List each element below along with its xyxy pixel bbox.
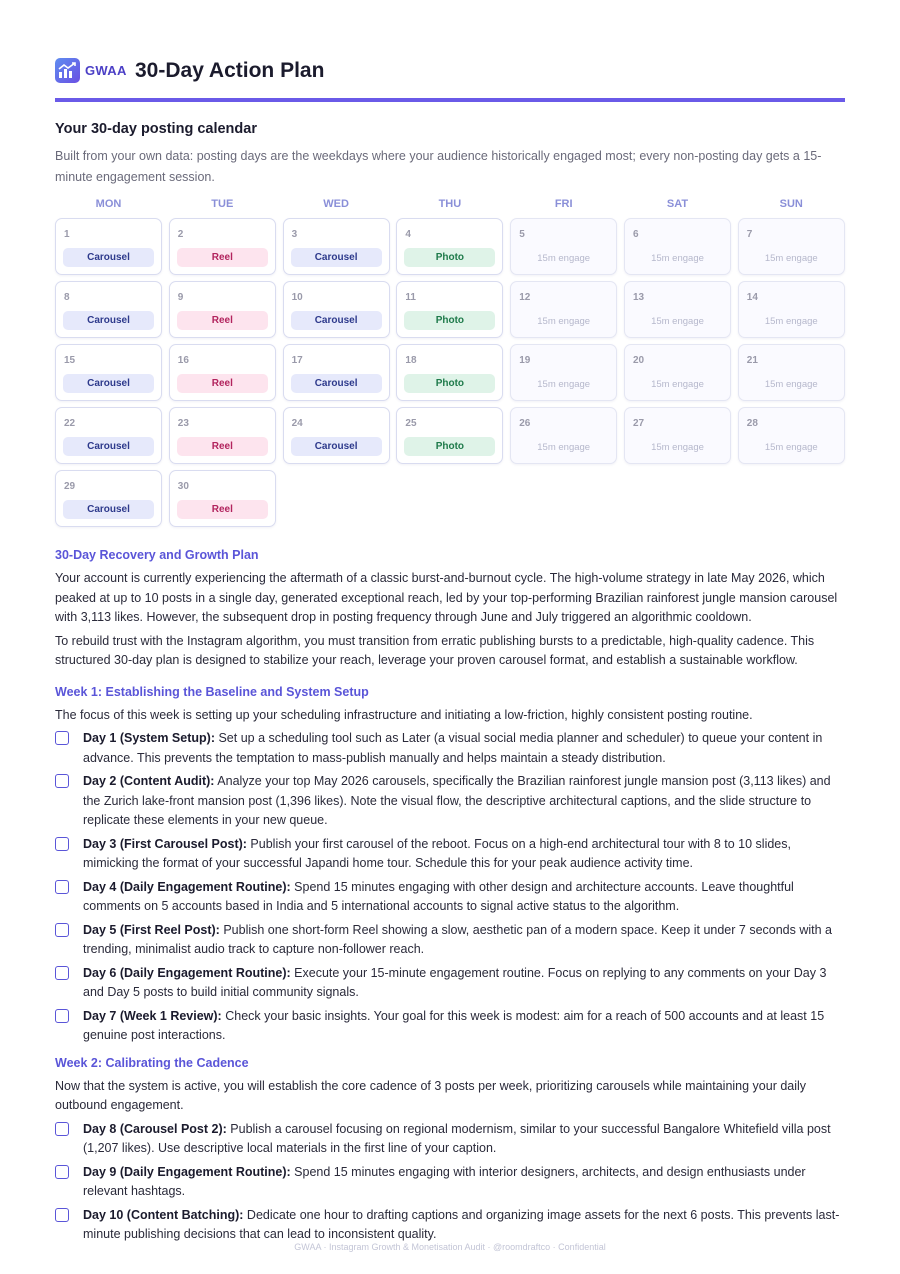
calendar-day-17 — [283, 344, 390, 401]
day-number: 6 — [632, 229, 639, 240]
task-label: Day 3 (First Carousel Post): — [83, 836, 247, 851]
day-number: 16 — [177, 355, 189, 366]
calendar-day-18 — [396, 344, 503, 401]
weekday-label: TUE — [211, 198, 234, 210]
task-checkbox[interactable] — [55, 923, 69, 937]
week-intro: The focus of this week is setting up your scheduling infrastructure and initiating a low-friction, highly consistent posting routine. — [55, 707, 753, 722]
reel-badge: Reel — [177, 500, 268, 519]
task-text: Analyze your top May 2026 carousels, specifically the Brazilian rainforest jungle mansion post (3,113 likes) and the Zurich lake-front mansion post (1,396 likes). Note the visual flow, the descriptive architectural captions, and the slide structure to replicate these elements in your new queue. — [83, 774, 831, 827]
task-item — [55, 835, 845, 874]
task-text: Execute your 15-minute engagement routine. Focus on replying to any comments on your Day 3 and Day 5 posts to build initial community signals. — [83, 965, 827, 999]
task-text: Spend 15 minutes engaging with interior designers, architects, and design enthusiasts under relevant hashtags. — [83, 1164, 806, 1198]
day-number: 13 — [632, 292, 645, 303]
plan-intro-paragraph: Your account is currently experiencing the aftermath of a classic burst-and-burnout cycle. The high-volume strategy in late May 2026, which peaked at up to 10 posts in a single day, generated exceptional reach, led by your top-performing Brazilian rainforest jungle mansion carousel with 3,113 likes. However, the subsequent drop in posting frequency through June and July triggered an algorithmic cooldown. — [55, 571, 838, 624]
calendar-day-10 — [283, 281, 390, 338]
task-checkbox[interactable] — [55, 1208, 69, 1222]
task-label: Day 2 (Content Audit): — [83, 774, 215, 788]
day-number: 18 — [405, 355, 417, 366]
calendar-day-5 — [510, 218, 617, 275]
day-number: 22 — [64, 418, 76, 429]
task-label: Day 7 (Week 1 Review): — [83, 1008, 222, 1023]
calendar-day-23 — [169, 407, 276, 464]
posting-calendar — [55, 194, 845, 527]
photo-badge: Photo — [404, 311, 495, 330]
day-number: 21 — [746, 355, 758, 366]
day-number: 24 — [291, 418, 303, 429]
plan-content — [55, 546, 845, 1249]
task-text: Dedicate one hour to drafting captions and organizing image assets for the next 6 posts. This prevents last-minute publishing decisions that can lead to inconsistent quality. — [83, 1207, 840, 1241]
calendar-description: Built from your own data: posting days are the weekdays where your audience historically engaged most; every non-posting day gets a 15-minute engagement session. — [55, 149, 822, 184]
weekday-label: FRI — [554, 198, 573, 210]
calendar-day-25 — [396, 407, 503, 464]
task-item — [55, 1007, 845, 1046]
carousel-badge: Carousel — [63, 500, 154, 519]
calendar-day-6 — [624, 218, 731, 275]
day-number: 30 — [177, 481, 189, 492]
task-checkbox[interactable] — [55, 731, 69, 745]
task-text: Publish a carousel focusing on regional modernism, similar to your successful Bangalore Whitefield villa post (1,207 likes). Use descriptive local materials in the first line of your caption. — [83, 1121, 831, 1155]
plan-intro-paragraph: To rebuild trust with the Instagram algorithm, you must transition from erratic publishing bursts to a predictable, high-quality cadence. This structured 30-day plan is designed to stabilize your reach, leverage your proven carousel format, and establish a sustainable workflow. — [55, 633, 815, 667]
carousel-badge: Carousel — [291, 311, 382, 330]
carousel-badge: Carousel — [291, 374, 382, 393]
task-label: Day 10 (Content Batching): — [83, 1207, 244, 1222]
task-checkbox[interactable] — [55, 837, 69, 851]
task-text: Set up a scheduling tool such as Later (a visual social media planner and scheduler) to queue your content in advance. This prevents the temptation to mass-publish manually and helps maintain a steady distribution. — [83, 731, 823, 765]
engage-label: 15m engage — [764, 379, 818, 390]
task-checkbox[interactable] — [55, 774, 69, 788]
reel-badge: Reel — [177, 311, 268, 330]
engage-label: 15m engage — [764, 253, 818, 264]
engage-label: 15m engage — [537, 379, 591, 390]
calendar-day-13 — [624, 281, 731, 338]
day-number: 14 — [746, 292, 758, 303]
photo-badge: Photo — [404, 248, 495, 267]
task-checkbox[interactable] — [55, 1122, 69, 1136]
task-label: Day 1 (System Setup): — [83, 731, 215, 745]
weekday-label: SAT — [666, 198, 689, 210]
carousel-badge: Carousel — [63, 311, 154, 330]
calendar-day-11 — [396, 281, 503, 338]
photo-badge: Photo — [404, 374, 495, 393]
calendar-day-9 — [169, 281, 276, 338]
day-number: 25 — [405, 418, 417, 429]
day-number: 9 — [177, 292, 184, 303]
task-item — [55, 921, 845, 960]
carousel-badge: Carousel — [63, 437, 154, 456]
task-item — [55, 1120, 845, 1159]
page-title: 30-Day Action Plan — [135, 59, 325, 82]
reel-badge: Reel — [177, 437, 268, 456]
weekday-label: THU — [438, 198, 462, 210]
task-label: Day 5 (First Reel Post): — [83, 922, 220, 937]
calendar-day-12 — [510, 281, 617, 338]
day-number: 10 — [291, 292, 303, 303]
task-item — [55, 729, 845, 768]
day-number: 15 — [64, 355, 76, 366]
day-number: 19 — [519, 355, 531, 366]
carousel-badge: Carousel — [291, 437, 382, 456]
weekday-label: MON — [95, 198, 122, 210]
day-number: 17 — [291, 355, 303, 366]
task-label: Day 8 (Carousel Post 2): — [83, 1121, 227, 1136]
day-number: 8 — [64, 292, 70, 303]
day-number: 4 — [405, 229, 411, 240]
engage-label: 15m engage — [651, 253, 704, 264]
task-item — [55, 964, 845, 1003]
calendar-day-22 — [55, 407, 162, 464]
engage-label: 15m engage — [764, 316, 818, 327]
calendar-day-16 — [169, 344, 276, 401]
week-heading: Week 1: Establishing the Baseline and System Setup — [55, 684, 369, 699]
day-number: 1 — [64, 229, 70, 240]
calendar-day-21 — [738, 344, 845, 401]
weekday-header — [55, 194, 845, 218]
calendar-day-30 — [169, 470, 276, 527]
task-checkbox[interactable] — [55, 1009, 69, 1023]
calendar-title: Your 30-day posting calendar — [55, 121, 257, 137]
page-footer: GWAA · Instagram Growth & Monetisation Audit · @roomdraftco · Confidential — [294, 1242, 606, 1252]
calendar-grid — [55, 218, 845, 527]
engage-label: 15m engage — [651, 316, 704, 327]
calendar-day-19 — [510, 344, 617, 401]
day-number: 12 — [519, 292, 531, 303]
task-text: Check your basic insights. Your goal for this week is modest: aim for a reach of 500 accounts and at least 15 genuine post interactions. — [83, 1008, 825, 1042]
photo-badge: Photo — [404, 437, 495, 456]
logo-text: GWAA — [85, 63, 127, 78]
plan-title: 30-Day Recovery and Growth Plan — [55, 548, 259, 562]
logo-chart-icon — [55, 58, 80, 83]
task-label: Day 4 (Daily Engagement Routine): — [83, 879, 291, 894]
day-number: 11 — [405, 292, 416, 303]
calendar-day-14 — [738, 281, 845, 338]
calendar-day-8 — [55, 281, 162, 338]
calendar-day-20 — [624, 344, 731, 401]
task-label: Day 6 (Daily Engagement Routine): — [83, 965, 291, 980]
calendar-day-7 — [738, 218, 845, 275]
engage-label: 15m engage — [537, 316, 591, 327]
task-label: Day 9 (Daily Engagement Routine): — [83, 1164, 291, 1179]
task-text: Spend 15 minutes engaging with other design and architecture accounts. Leave thoughtful comments on 5 accounts based in India and 5 international accounts to signal active status to the algorithm. — [83, 879, 794, 913]
day-number: 3 — [291, 229, 298, 240]
reel-badge: Reel — [177, 374, 268, 393]
task-text: Publish your first carousel of the reboot. Focus on a high-end architectural tour with 8 to 10 slides, mimicking the format of your successful Japandi home tour. Schedule this for your peak audience activity time. — [83, 836, 791, 870]
weekday-label: WED — [323, 198, 349, 210]
calendar-day-27 — [624, 407, 731, 464]
day-number: 29 — [64, 481, 76, 492]
calendar-day-24 — [283, 407, 390, 464]
day-number: 23 — [177, 418, 189, 429]
day-number: 20 — [632, 355, 645, 366]
task-item — [55, 772, 845, 831]
calendar-day-15 — [55, 344, 162, 401]
engage-label: 15m engage — [537, 442, 591, 453]
carousel-badge: Carousel — [63, 248, 154, 267]
engage-label: 15m engage — [764, 442, 818, 453]
engage-label: 15m engage — [651, 442, 704, 453]
reel-badge: Reel — [177, 248, 268, 267]
calendar-day-26 — [510, 407, 617, 464]
task-item — [55, 878, 845, 917]
task-text: Publish one short-form Reel showing a slow, aesthetic pan of a modern space. Keep it under 7 seconds with a trending, minimalist audio track to capture non-follower reach. — [83, 922, 833, 956]
day-number: 5 — [519, 229, 525, 240]
calendar-day-28 — [738, 407, 845, 464]
day-number: 27 — [632, 418, 645, 429]
carousel-badge: Carousel — [291, 248, 382, 267]
task-checkbox[interactable] — [55, 966, 69, 980]
weekday-label: SUN — [779, 198, 803, 210]
calendar-day-3 — [283, 218, 390, 275]
calendar-day-1 — [55, 218, 162, 275]
task-item — [55, 1163, 845, 1202]
week-heading: Week 2: Calibrating the Cadence — [55, 1055, 249, 1070]
day-number: 7 — [746, 229, 753, 240]
calendar-day-2 — [169, 218, 276, 275]
calendar-day-29 — [55, 470, 162, 527]
week-intro: Now that the system is active, you will establish the core cadence of 3 posts per week, prioritizing carousels while maintaining your daily outbound engagement. — [55, 1078, 807, 1112]
engage-label: 15m engage — [537, 253, 591, 264]
calendar-day-4 — [396, 218, 503, 275]
engage-label: 15m engage — [651, 379, 704, 390]
day-number: 2 — [177, 229, 184, 240]
page-header — [55, 56, 845, 102]
day-number: 26 — [519, 418, 531, 429]
task-item — [55, 1206, 845, 1245]
day-number: 28 — [746, 418, 758, 429]
task-checkbox[interactable] — [55, 1165, 69, 1179]
carousel-badge: Carousel — [63, 374, 154, 393]
task-checkbox[interactable] — [55, 880, 69, 894]
